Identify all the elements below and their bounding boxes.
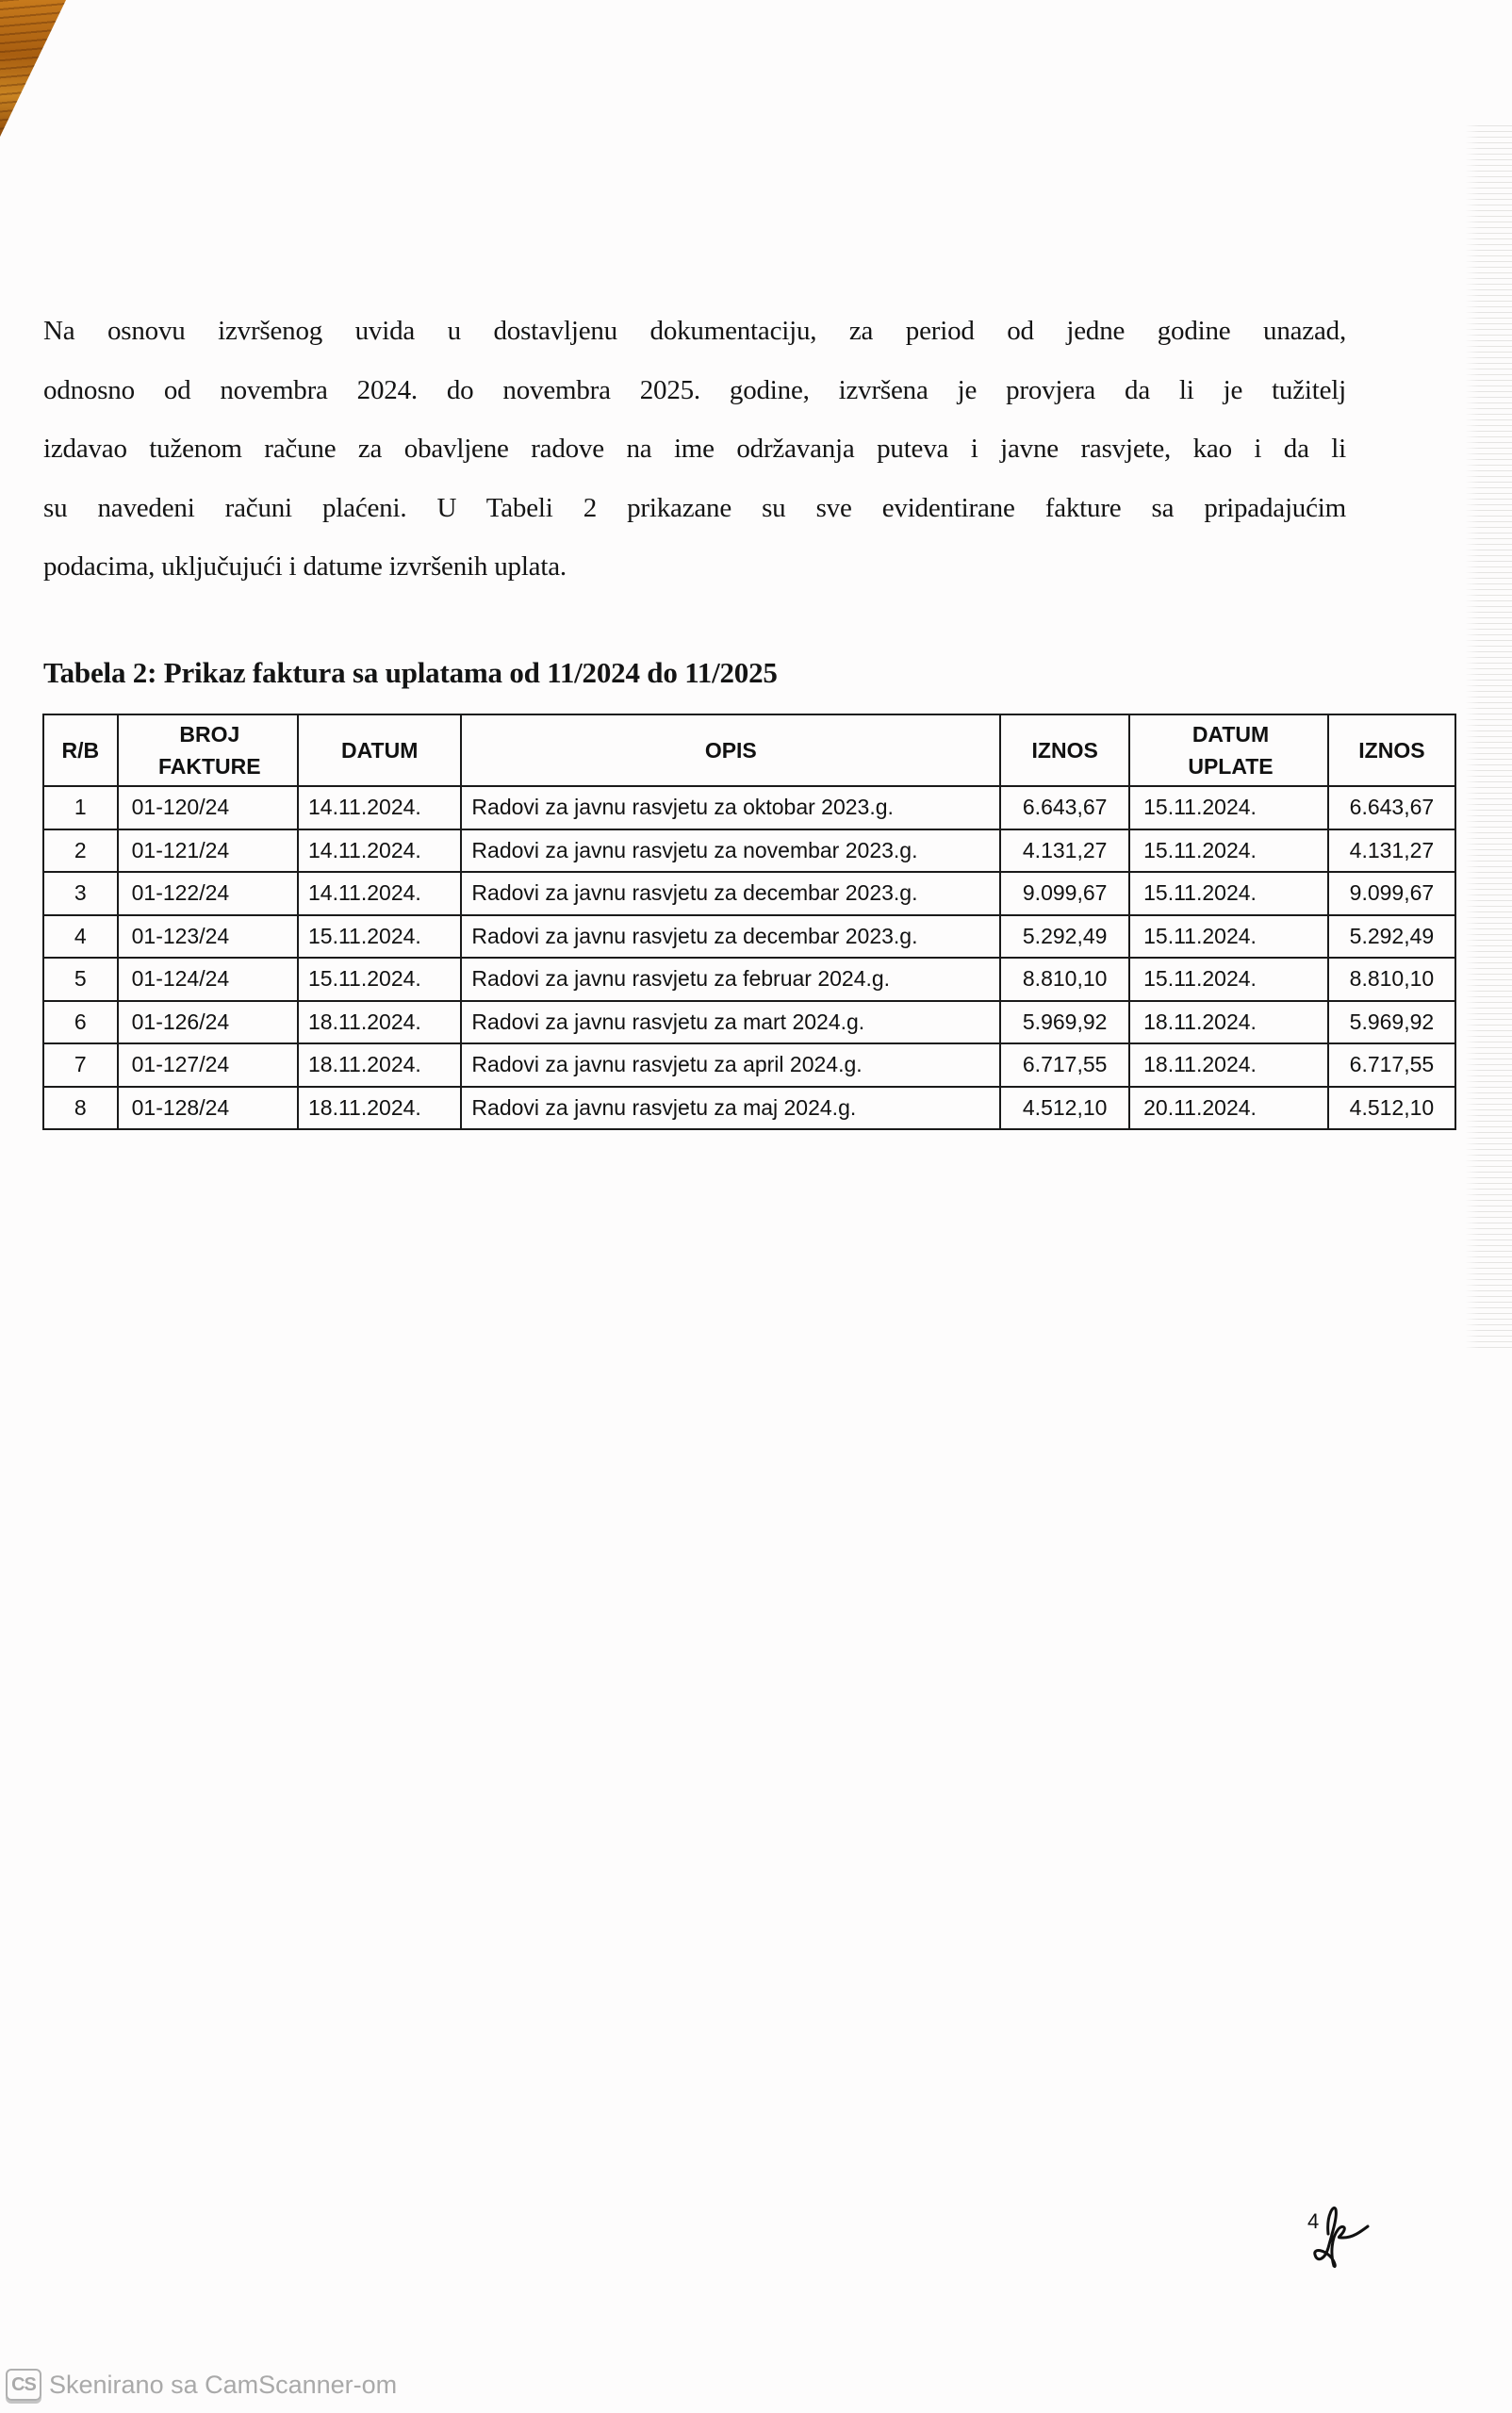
table-title: Tabela 2: Prikaz faktura sa uplatama od 11/2024 do 11/2025 bbox=[43, 656, 778, 689]
cell-datum: 18.11.2024. bbox=[298, 1001, 461, 1044]
header-broj-line1: BROJ bbox=[179, 722, 240, 747]
header-datum: DATUM bbox=[298, 714, 461, 786]
cell-datum-uplate: 18.11.2024. bbox=[1129, 1001, 1328, 1044]
cell-broj: 01-127/24 bbox=[118, 1043, 298, 1087]
cell-iznos: 4.131,27 bbox=[1000, 829, 1129, 873]
cell-datum: 14.11.2024. bbox=[298, 872, 461, 915]
cell-rb: 5 bbox=[43, 958, 118, 1001]
cell-iznos: 9.099,67 bbox=[1000, 872, 1129, 915]
cell-rb: 2 bbox=[43, 829, 118, 873]
cell-opis: Radovi za javnu rasvjetu za maj 2024.g. bbox=[461, 1087, 1000, 1130]
cell-opis: Radovi za javnu rasvjetu za decembar 2023.g. bbox=[461, 872, 1000, 915]
cell-datum-uplate: 20.11.2024. bbox=[1129, 1087, 1328, 1130]
cell-rb: 4 bbox=[43, 915, 118, 959]
cell-datum-uplate: 15.11.2024. bbox=[1129, 872, 1328, 915]
cell-iznos: 6.717,55 bbox=[1000, 1043, 1129, 1087]
camscanner-logo-icon: CS bbox=[6, 2369, 41, 2401]
header-broj-line2: FAKTURE bbox=[157, 754, 261, 779]
handwritten-signature-icon bbox=[1306, 2196, 1376, 2272]
cell-datum-uplate: 18.11.2024. bbox=[1129, 1043, 1328, 1087]
scanned-paper-edge bbox=[0, 0, 66, 137]
cell-iznos: 5.969,92 bbox=[1000, 1001, 1129, 1044]
cell-iznos-uplate: 5.969,92 bbox=[1328, 1001, 1455, 1044]
cell-iznos: 8.810,10 bbox=[1000, 958, 1129, 1001]
cell-opis: Radovi za javnu rasvjetu za decembar 2023.g. bbox=[461, 915, 1000, 959]
header-iznos-uplate: IZNOS bbox=[1328, 714, 1455, 786]
camscanner-watermark bbox=[6, 2368, 397, 2402]
cell-datum-uplate: 15.11.2024. bbox=[1129, 786, 1328, 829]
cell-broj: 01-126/24 bbox=[118, 1001, 298, 1044]
page-signature bbox=[1306, 2196, 1376, 2272]
cell-rb: 3 bbox=[43, 872, 118, 915]
cell-opis: Radovi za javnu rasvjetu za oktobar 2023.g. bbox=[461, 786, 1000, 829]
cell-opis: Radovi za javnu rasvjetu za novembar 2023.g. bbox=[461, 829, 1000, 873]
cell-opis: Radovi za javnu rasvjetu za april 2024.g. bbox=[461, 1043, 1000, 1087]
cell-opis: Radovi za javnu rasvjetu za mart 2024.g. bbox=[461, 1001, 1000, 1044]
cell-iznos-uplate: 4.512,10 bbox=[1328, 1087, 1455, 1130]
cell-datum: 14.11.2024. bbox=[298, 786, 461, 829]
cell-opis: Radovi za javnu rasvjetu za februar 2024.g. bbox=[461, 958, 1000, 1001]
paragraph-line: su navedeni računi plaćeni. U Tabeli 2 prikazane su sve evidentirane fakture sa pripadajućim bbox=[43, 492, 1346, 523]
table-row bbox=[43, 1043, 1455, 1087]
cell-datum: 15.11.2024. bbox=[298, 915, 461, 959]
cell-datum: 18.11.2024. bbox=[298, 1043, 461, 1087]
watermark-text: Skenirano sa CamScanner-om bbox=[49, 2370, 398, 2399]
cell-broj: 01-122/24 bbox=[118, 872, 298, 915]
cell-datum: 15.11.2024. bbox=[298, 958, 461, 1001]
table-row bbox=[43, 958, 1455, 1001]
header-datum-uplate-line1: DATUM bbox=[1192, 722, 1270, 747]
body-paragraph bbox=[43, 302, 1346, 597]
header-broj-fakture bbox=[118, 714, 298, 786]
cell-rb: 7 bbox=[43, 1043, 118, 1087]
cell-iznos: 5.292,49 bbox=[1000, 915, 1129, 959]
table-row bbox=[43, 915, 1455, 959]
cell-iznos-uplate: 9.099,67 bbox=[1328, 872, 1455, 915]
paragraph-line: podacima, uključujući i datume izvršenih uplata. bbox=[43, 551, 567, 582]
page-number-mark: 4 bbox=[1307, 2209, 1320, 2233]
cell-broj: 01-123/24 bbox=[118, 915, 298, 959]
cell-rb: 8 bbox=[43, 1087, 118, 1130]
paragraph-line: Na osnovu izvršenog uvida u dostavljenu dokumentaciju, za period od jedne godine unazad, bbox=[43, 316, 1346, 346]
scanner-edge-artifact bbox=[1465, 123, 1512, 1348]
table-row bbox=[43, 1087, 1455, 1130]
cell-datum-uplate: 15.11.2024. bbox=[1129, 958, 1328, 1001]
cell-datum-uplate: 15.11.2024. bbox=[1129, 915, 1328, 959]
cell-datum-uplate: 15.11.2024. bbox=[1129, 829, 1328, 873]
header-iznos: IZNOS bbox=[1000, 714, 1129, 786]
header-opis: OPIS bbox=[461, 714, 1000, 786]
cell-rb: 6 bbox=[43, 1001, 118, 1044]
table-row bbox=[43, 829, 1455, 873]
cell-broj: 01-121/24 bbox=[118, 829, 298, 873]
header-datum-uplate bbox=[1129, 714, 1328, 786]
cell-iznos-uplate: 4.131,27 bbox=[1328, 829, 1455, 873]
cell-broj: 01-120/24 bbox=[118, 786, 298, 829]
cell-iznos-uplate: 6.717,55 bbox=[1328, 1043, 1455, 1087]
cell-datum: 18.11.2024. bbox=[298, 1087, 461, 1130]
paragraph-line: odnosno od novembra 2024. do novembra 2025. godine, izvršena je provjera da li je tužitelj bbox=[43, 374, 1346, 405]
cell-broj: 01-124/24 bbox=[118, 958, 298, 1001]
header-datum-uplate-line2: UPLATE bbox=[1188, 754, 1274, 779]
cell-iznos-uplate: 8.810,10 bbox=[1328, 958, 1455, 1001]
header-rb: R/B bbox=[43, 714, 118, 786]
cell-iznos-uplate: 5.292,49 bbox=[1328, 915, 1455, 959]
cell-broj: 01-128/24 bbox=[118, 1087, 298, 1130]
table-row bbox=[43, 786, 1455, 829]
table-row bbox=[43, 1001, 1455, 1044]
paragraph-line: izdavao tuženom račune za obavljene radove na ime održavanja puteva i javne rasvjete, kao i da li bbox=[43, 434, 1346, 464]
cell-datum: 14.11.2024. bbox=[298, 829, 461, 873]
cell-iznos-uplate: 6.643,67 bbox=[1328, 786, 1455, 829]
cell-rb: 1 bbox=[43, 786, 118, 829]
table-header-row bbox=[43, 714, 1455, 786]
table-row bbox=[43, 872, 1455, 915]
cell-iznos: 4.512,10 bbox=[1000, 1087, 1129, 1130]
cell-iznos: 6.643,67 bbox=[1000, 786, 1129, 829]
invoice-table bbox=[42, 714, 1456, 1130]
